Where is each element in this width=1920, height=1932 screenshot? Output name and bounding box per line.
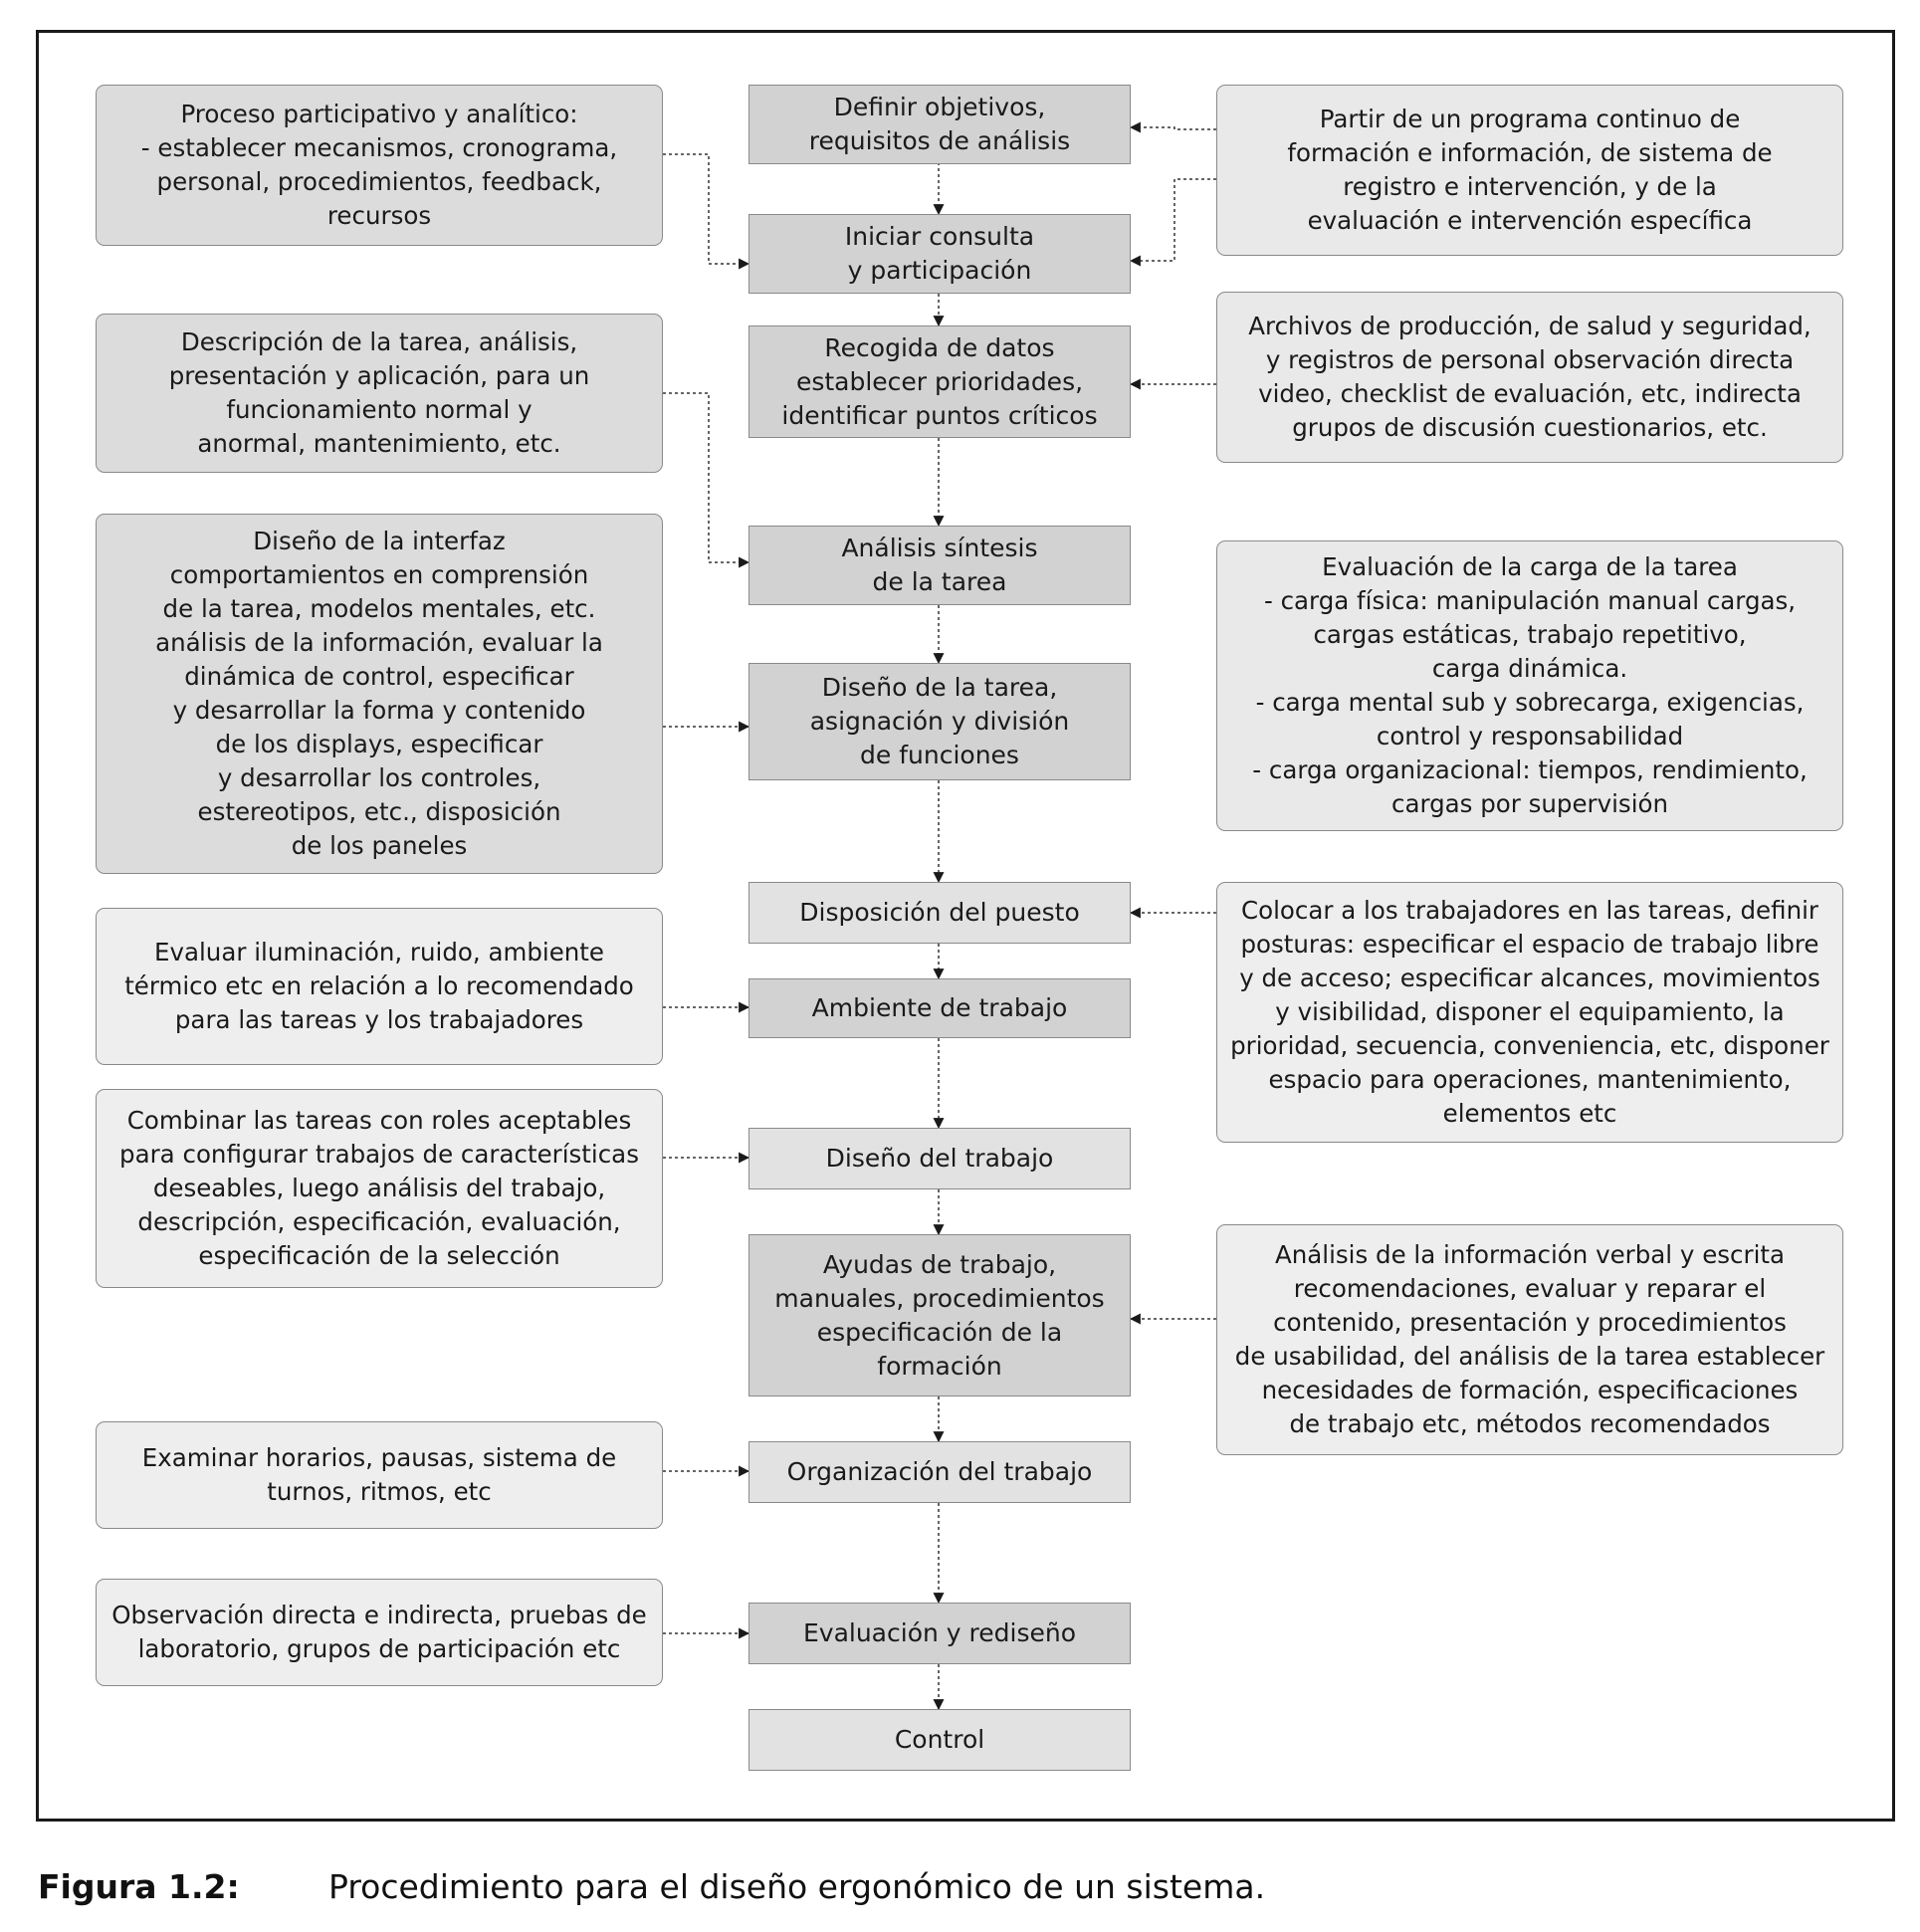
left-note-diseno-interfaz: Diseño de la interfaz comportamientos en comprensión de la tarea, modelos mentales, etc. análisis de la información, evaluar la dinámica de control, especificar y desarrollar la forma y contenido de los displays, especificar y desarrollar los controles, estereotipos, etc., disposición de los paneles xyxy=(96,514,663,874)
right-note-colocar-trabajadores: Colocar a los trabajadores en las tareas, definir posturas: especificar el espacio de trabajo libre y de acceso; especificar alcances, movimientos y visibilidad, disponer el equipamiento, la prioridad, secuencia, conveniencia, etc, disponer espacio para operaciones, mantenimiento, elementos etc xyxy=(1216,882,1843,1143)
left-note-combinar-tareas: Combinar las tareas con roles aceptables para configurar trabajos de características deseables, luego análisis del trabajo, descripción, especificación, evaluación, especificación de la selección xyxy=(96,1089,663,1288)
right-connector-1b xyxy=(1131,179,1216,261)
step-disposicion-puesto: Disposición del puesto xyxy=(748,882,1131,944)
step-iniciar-consulta: Iniciar consulta y participación xyxy=(748,214,1131,294)
step-analisis-sintesis: Análisis síntesis de la tarea xyxy=(748,526,1131,605)
figure-caption-text: Procedimiento para el diseño ergonómico de un sistema. xyxy=(328,1867,1266,1906)
figure-label: Figura 1.2: xyxy=(38,1867,240,1906)
step-organizacion-trabajo: Organización del trabajo xyxy=(748,1441,1131,1503)
left-connector-1 xyxy=(663,154,748,264)
left-note-proceso-participativo: Proceso participativo y analítico: - establecer mecanismos, cronograma, personal, procedimientos, feedback, recursos xyxy=(96,85,663,246)
right-note-analisis-informacion: Análisis de la información verbal y escrita recomendaciones, evaluar y reparar el contenido, presentación y procedimientos de usabilidad, del análisis de la tarea establecer necesidades de formación, especificaciones de trabajo etc, métodos recomendados xyxy=(1216,1224,1843,1455)
right-connector-1a xyxy=(1131,127,1216,129)
left-note-observacion: Observación directa e indirecta, pruebas de laboratorio, grupos de participación etc xyxy=(96,1579,663,1686)
step-evaluacion-rediseno: Evaluación y rediseño xyxy=(748,1603,1131,1664)
step-control: Control xyxy=(748,1709,1131,1771)
left-note-evaluar-iluminacion: Evaluar iluminación, ruido, ambiente térmico etc en relación a lo recomendado para las tareas y los trabajadores xyxy=(96,908,663,1065)
right-note-archivos-produccion: Archivos de producción, de salud y seguridad, y registros de personal observación directa video, checklist de evaluación, etc, indirecta grupos de discusión cuestionarios, etc. xyxy=(1216,292,1843,463)
step-ambiente-trabajo: Ambiente de trabajo xyxy=(748,978,1131,1038)
figure-caption xyxy=(38,1867,1265,1907)
left-connector-2 xyxy=(663,393,748,562)
step-definir-objetivos: Definir objetivos, requisitos de análisis xyxy=(748,85,1131,164)
right-note-evaluacion-carga: Evaluación de la carga de la tarea - carga física: manipulación manual cargas, cargas estáticas, trabajo repetitivo, carga dinámica. - carga mental sub y sobrecarga, exigencias, control y responsabilidad - carga organizacional: tiempos, rendimiento, cargas por supervisión xyxy=(1216,540,1843,831)
step-diseno-trabajo: Diseño del trabajo xyxy=(748,1128,1131,1189)
left-note-descripcion-tarea: Descripción de la tarea, análisis, presentación y aplicación, para un funcionamiento normal y anormal, mantenimiento, etc. xyxy=(96,314,663,473)
step-ayudas-trabajo: Ayudas de trabajo, manuales, procedimientos especificación de la formación xyxy=(748,1234,1131,1396)
step-recogida-datos: Recogida de datos establecer prioridades, identificar puntos críticos xyxy=(748,325,1131,438)
left-note-examinar-horarios: Examinar horarios, pausas, sistema de turnos, ritmos, etc xyxy=(96,1421,663,1529)
right-note-programa-continuo: Partir de un programa continuo de formación e información, de sistema de registro e intervención, y de la evaluación e intervención específica xyxy=(1216,85,1843,256)
step-diseno-tarea: Diseño de la tarea, asignación y división de funciones xyxy=(748,663,1131,780)
